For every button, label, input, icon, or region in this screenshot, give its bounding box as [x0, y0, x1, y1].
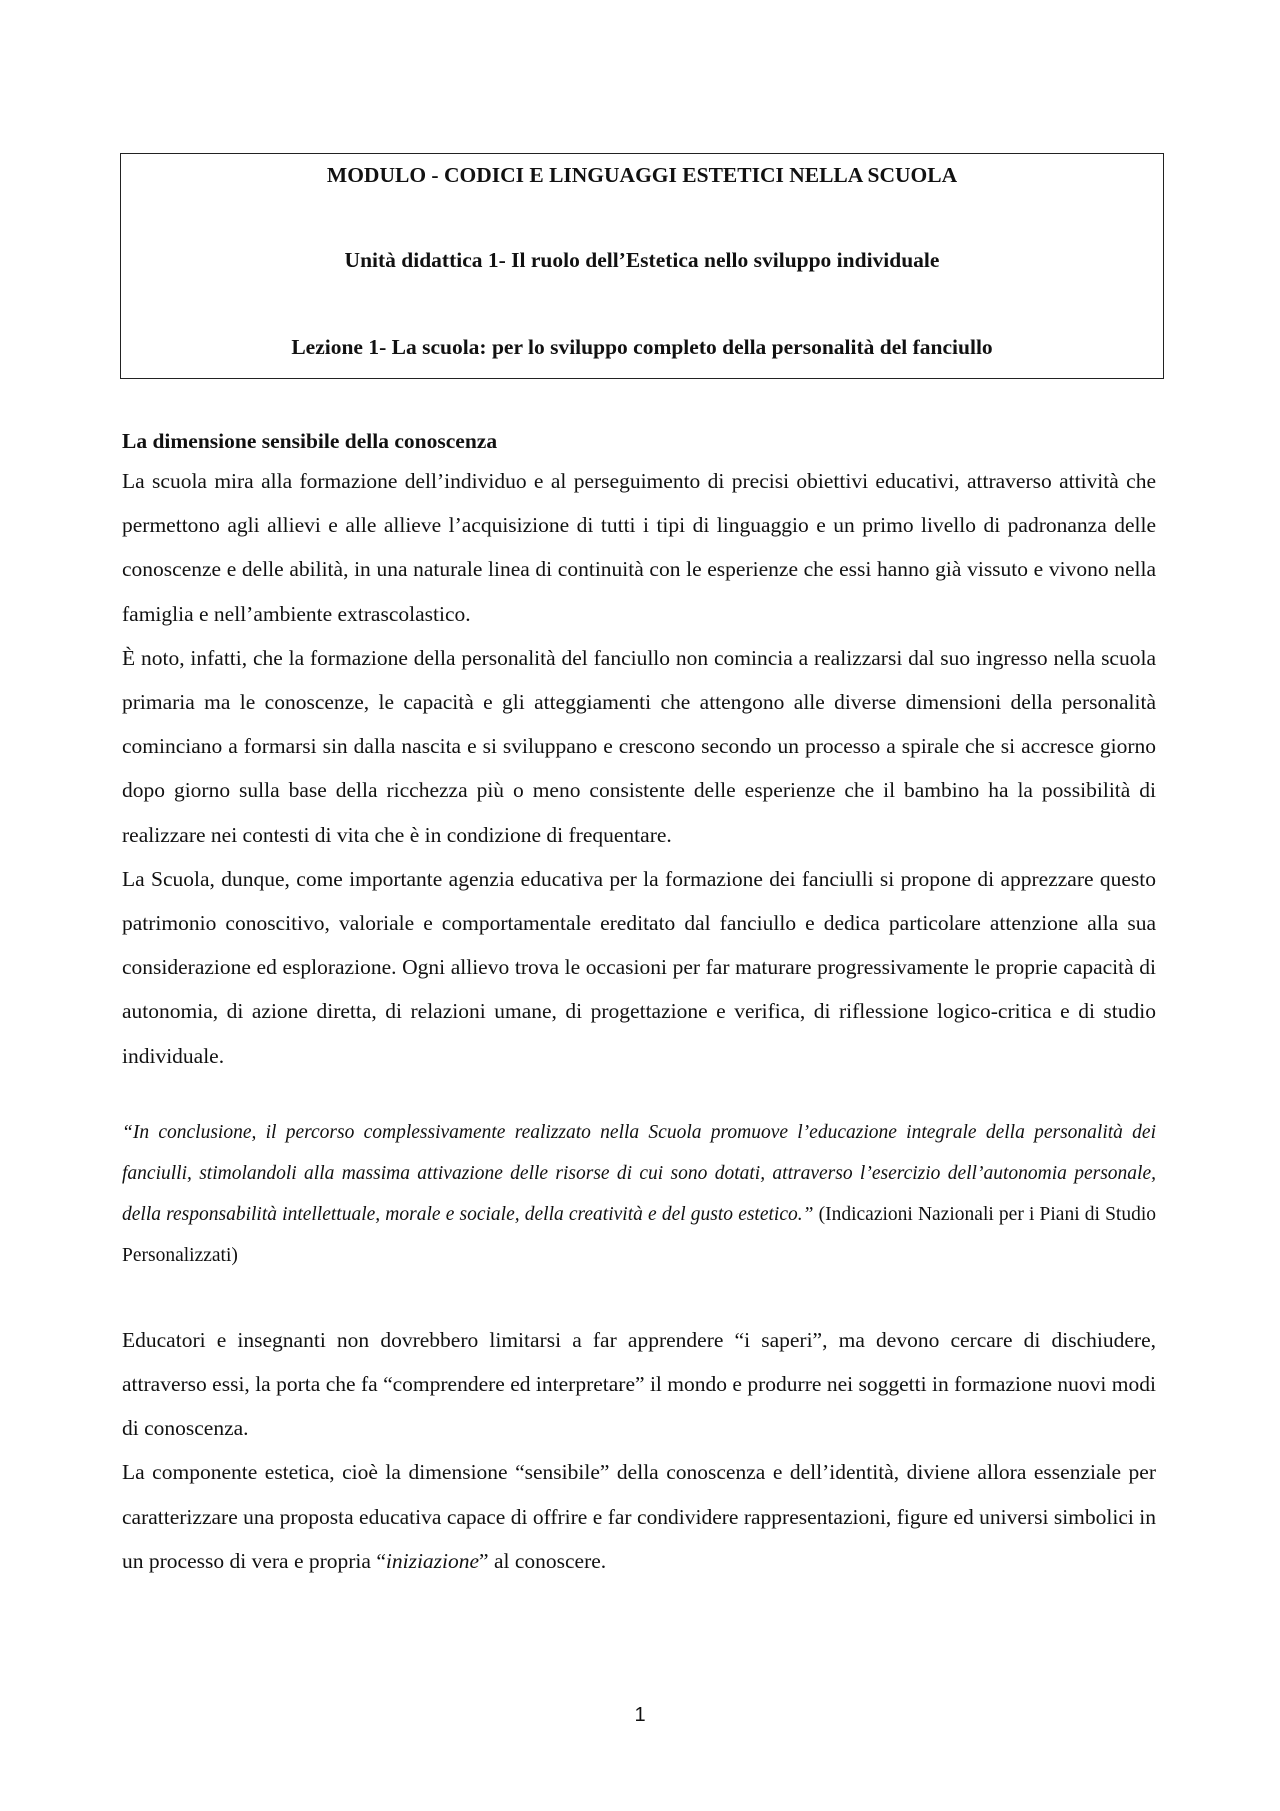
paragraph-4: Educatori e insegnanti non dovrebbero limitarsi a far apprendere “i saperi”, ma devono cercare di dischiudere, attraverso essi, la porta che fa “comprendere ed interpretare” il mondo e produrre nei soggetti in formazione nuovi modi di conoscenza.: [122, 1327, 1156, 1441]
title-box: [120, 153, 1164, 379]
paragraph-2: È noto, infatti, che la formazione della personalità del fanciullo non comincia a realizzarsi dal suo ingresso nella scuola primaria ma le conoscenze, le capacità e gli atteggiamenti che attengono alle diverse dimensioni della personalità cominciano a formarsi sin dalla nascita e si sviluppano e crescono secondo un processo a spirale che si accresce giorno dopo giorno sulla base della ricchezza più o meno consistente delle esperienze che il bambino ha la possibilità di realizzare nei contesti di vita che è in condizione di frequentare.: [122, 645, 1156, 847]
block-quote: [122, 1112, 1156, 1276]
emphasized-word: iniziazione: [385, 1548, 480, 1573]
lesson-title: Lezione 1- La scuola: per lo sviluppo completo della personalità del fanciullo: [291, 335, 993, 359]
body-content: [122, 426, 1156, 1583]
unit-title: Unità didattica 1- Il ruolo dell’Estetica nello sviluppo individuale: [344, 248, 940, 272]
quote-source: (Indicazioni Nazionali per i Piani di Studio Personalizzati): [122, 1203, 1156, 1266]
page-number: 1: [634, 1704, 646, 1726]
quote-text: “In conclusione, il percorso complessivamente realizzato nella Scuola promuove l’educazione integrale della personalità dei fanciulli, stimolandoli alla massima attivazione delle risorse di cui sono dotati, attraverso l’esercizio dell’autonomia personale, della responsabilità intellettuale, morale e sociale, della creatività e del gusto estetico.”: [122, 1121, 1156, 1225]
section-heading: La dimensione sensibile della conoscenza: [122, 429, 498, 453]
paragraph-5-text-end: ” al conoscere.: [479, 1548, 607, 1573]
paragraph-5-text-start: La componente estetica, cioè la dimensione “sensibile” della conoscenza e dell’identità, diviene allora essenziale per caratterizzare una proposta educativa capace di offrire e far condividere rappresentazioni, figure ed universi simbolici in un processo di vera e propria “: [122, 1460, 1156, 1573]
paragraph-3: La Scuola, dunque, come importante agenzia educativa per la formazione dei fanciulli si propone di apprezzare questo patrimonio conoscitivo, valoriale e comportamentale ereditato dal fanciullo e dedica particolare attenzione alla sua considerazione ed esplorazione. Ogni allievo trova le occasioni per far maturare progressivamente le proprie capacità di autonomia, di azione diretta, di relazioni umane, di progettazione e verifica, di riflessione logico-critica e di studio individuale.: [122, 866, 1156, 1068]
paragraph-5: [122, 1450, 1156, 1583]
paragraph-1: La scuola mira alla formazione dell’individuo e al perseguimento di precisi obiettivi educativi, attraverso attività che permettono agli allievi e alle allieve l’acquisizione di tutti i tipi di linguaggio e un primo livello di padronanza delle conoscenze e delle abilità, in una naturale linea di continuità con le esperienze che essi hanno già vissuto e vivono nella famiglia e nell’ambiente extrascolastico.: [122, 469, 1156, 626]
module-title: MODULO - CODICI E LINGUAGGI ESTETICI NELLA SCUOLA: [326, 163, 958, 187]
